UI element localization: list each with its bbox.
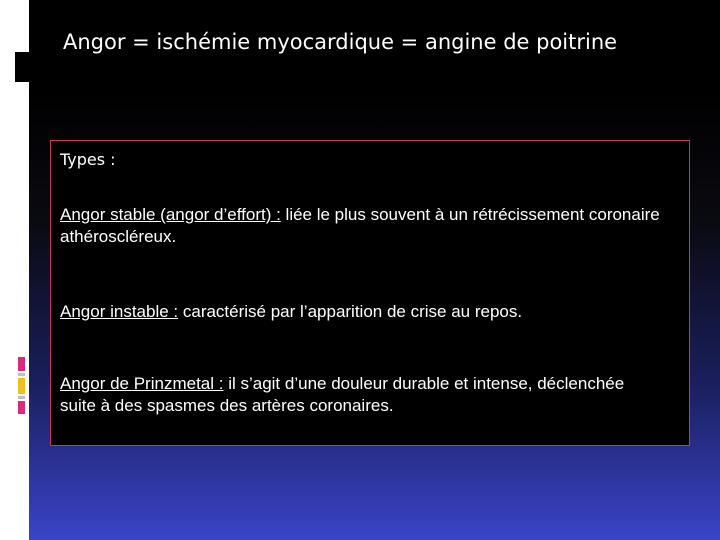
accent-bar-gray-top: [18, 373, 25, 376]
slide-title: Angor = ischémie myocardique = angine de poitrine: [63, 30, 618, 54]
list-item-angor-prinzmetal: [60, 373, 660, 417]
accent-bar-gray-bottom: [18, 396, 25, 399]
item-term: Angor instable :: [60, 302, 179, 321]
item-term: Angor de Prinzmetal :: [60, 374, 224, 393]
types-heading: Types :: [60, 150, 116, 169]
item-description: liée le plus souvent à un rétrécissement coronaire athéroscléreux.: [60, 205, 660, 246]
decorative-black-square: [15, 52, 31, 82]
list-item-angor-stable: [60, 204, 660, 248]
list-item-angor-instable: [60, 301, 660, 323]
accent-bar-pink-top: [18, 357, 25, 371]
item-term: Angor stable (angor d’effort) :: [60, 205, 281, 224]
accent-bar-pink-bottom: [18, 401, 25, 414]
content-box: [50, 140, 690, 446]
item-description: il s’agit d’une douleur durable et intense, déclenchée suite à des spasmes des artères coronaires.: [60, 374, 625, 415]
item-description: caractérisé par l’apparition de crise au repos.: [178, 302, 523, 321]
accent-bar-yellow: [18, 378, 25, 394]
